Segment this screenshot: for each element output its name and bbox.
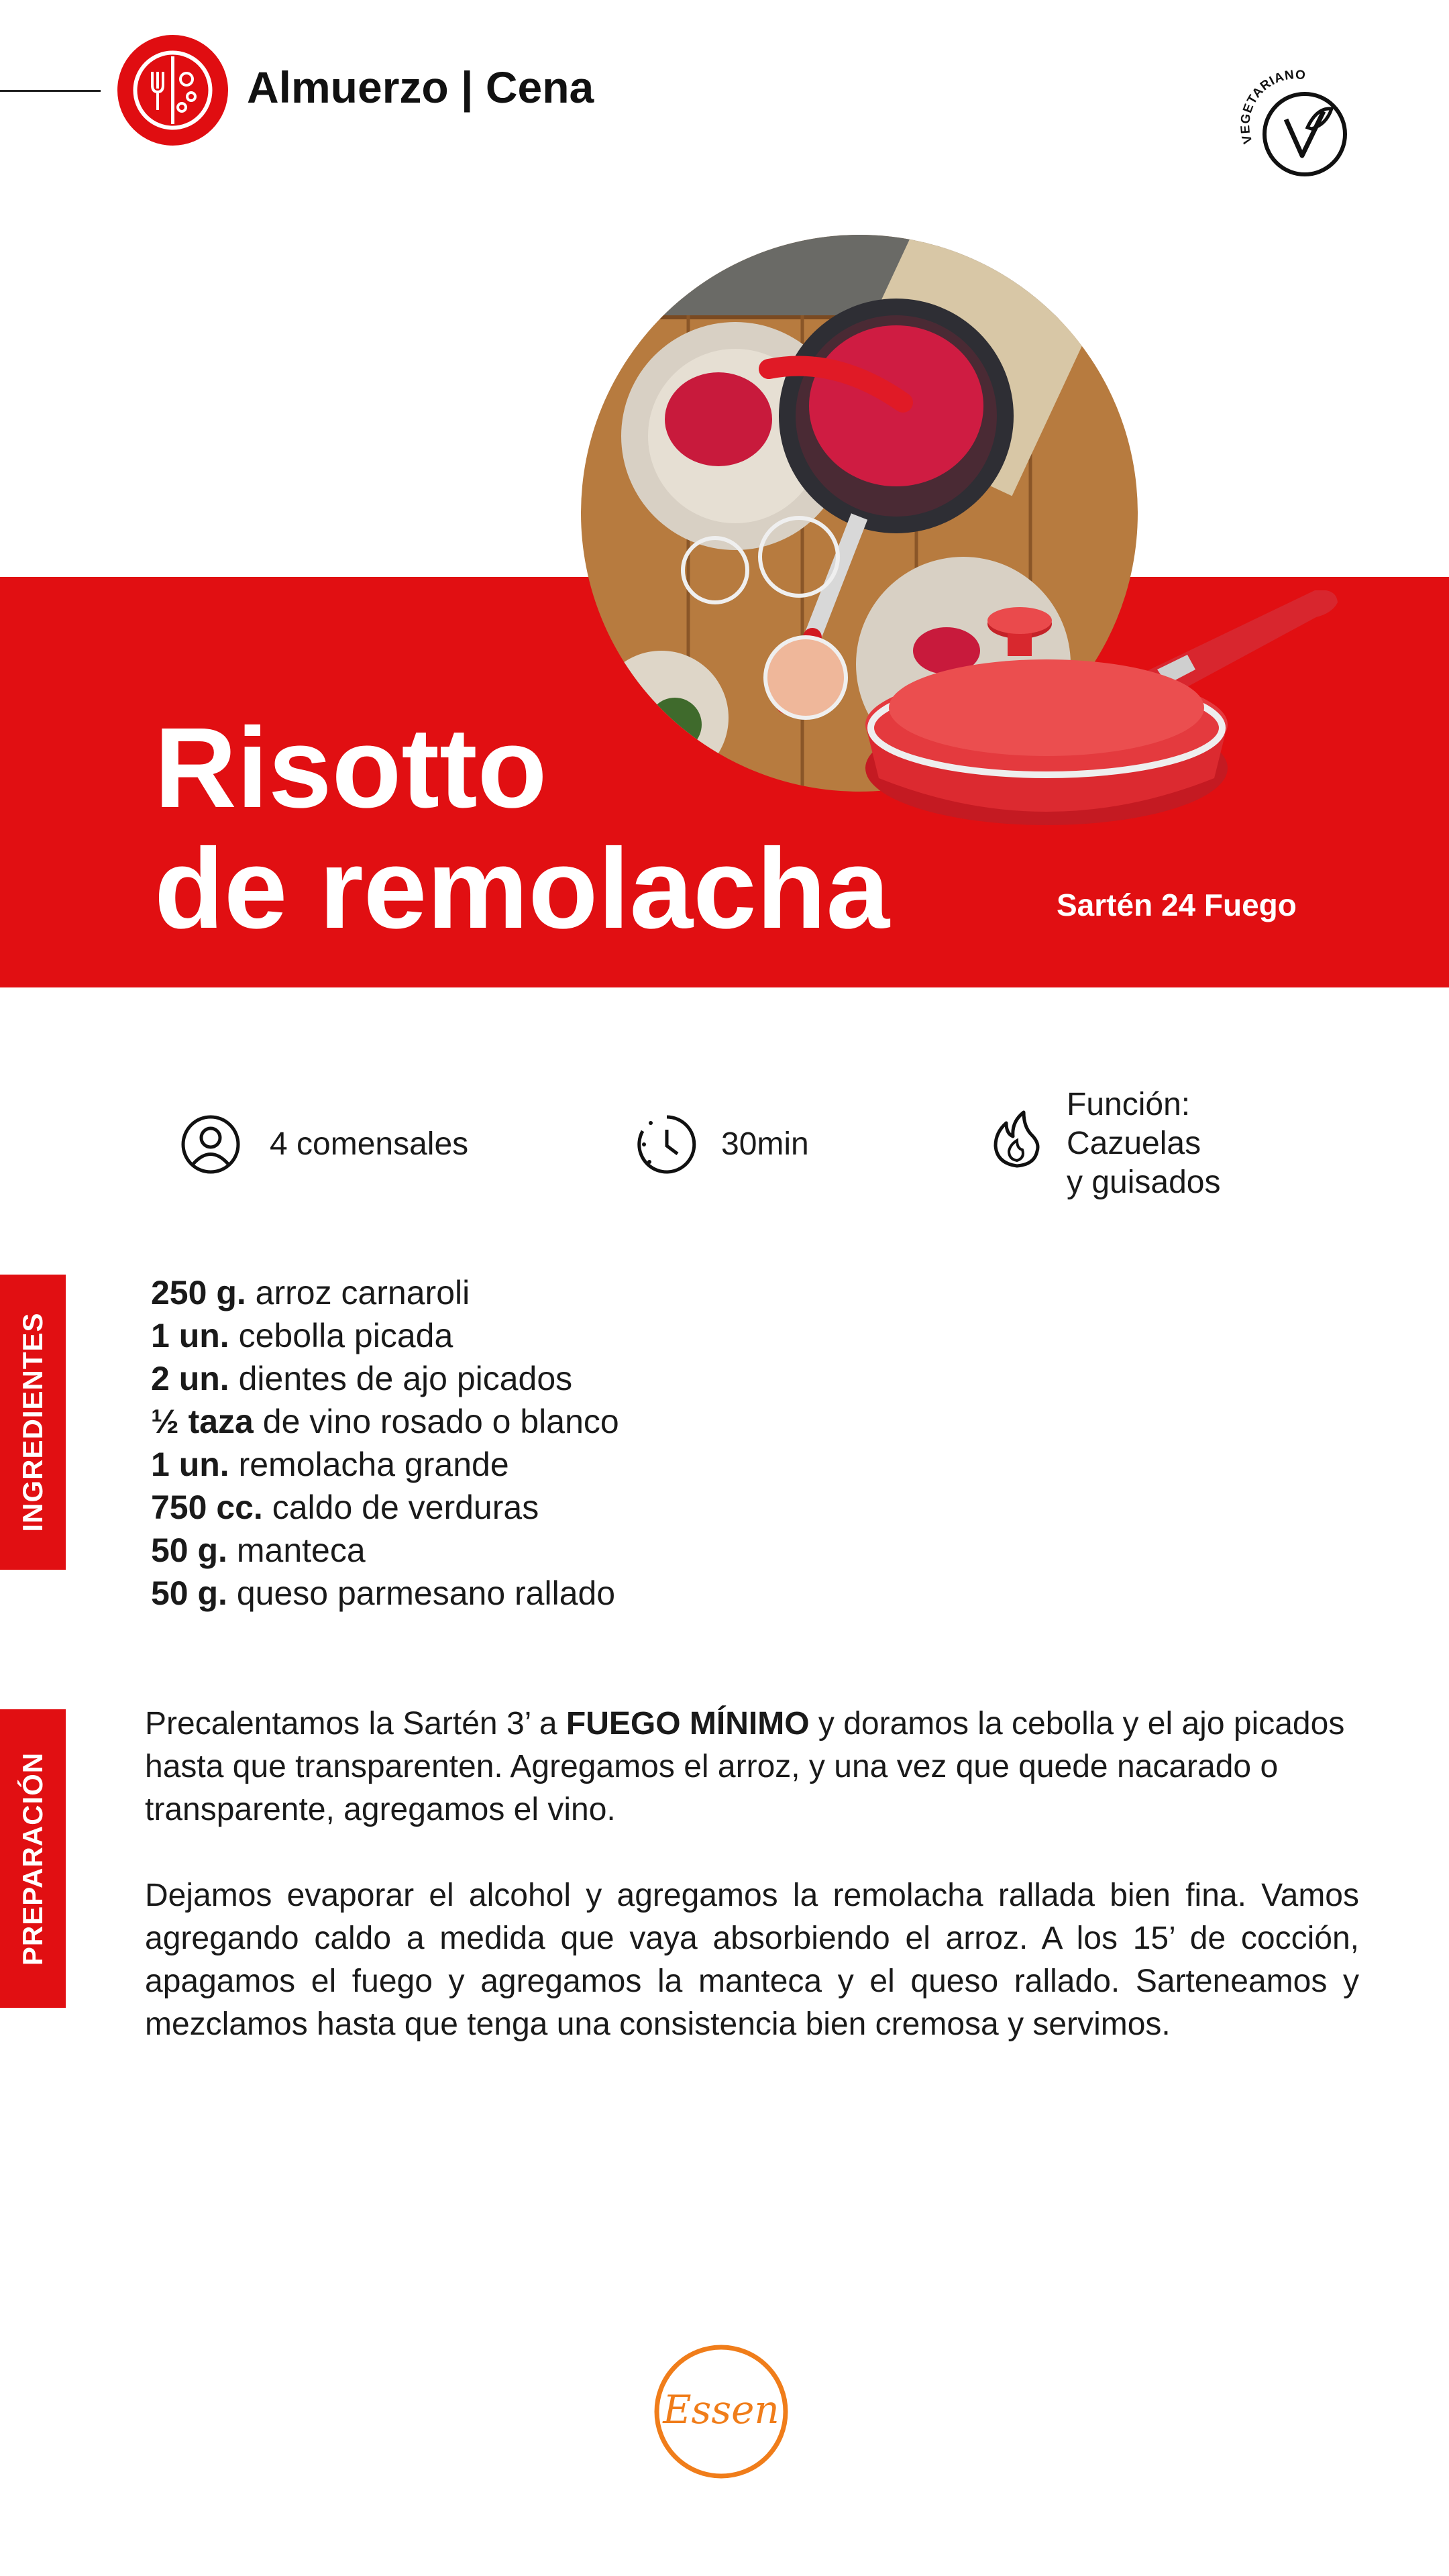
ingredients-tab-label: INGREDIENTES	[17, 1312, 48, 1532]
svg-text:VEGETARIANO	[1238, 68, 1307, 145]
flame-icon	[986, 1107, 1048, 1169]
ingredients-tab	[0, 1275, 66, 1570]
ingredient-row: 50 g. manteca	[151, 1532, 366, 1569]
recipe-title-line2: de remolacha	[154, 825, 890, 953]
function-label: Función:	[1067, 1087, 1191, 1122]
essen-logo	[651, 2341, 792, 2482]
ingredient-row: 750 cc. caldo de verduras	[151, 1489, 539, 1526]
recipe-title-line1: Risotto	[154, 704, 547, 832]
preparation-paragraph-1: Precalentamos la Sartén 3’ a FUEGO MÍNIMO y doramos la cebolla y el ajo picados hasta que transparenten. Agregamos el arroz, y una vez que quede nacarado o transparente, agregamos el vino.	[145, 1706, 1345, 1827]
pan-illustration	[852, 590, 1342, 832]
essen-logo-text: Essen	[663, 2387, 780, 2432]
person-icon	[180, 1114, 241, 1175]
preparation-text	[145, 1703, 1359, 2046]
product-name: Sartén 24 Fuego	[1057, 888, 1297, 922]
preparation-tab-label: PREPARACIÓN	[17, 1752, 48, 1966]
ingredient-row: 1 un. cebolla picada	[151, 1317, 453, 1354]
ingredient-row: 50 g. queso parmesano rallado	[151, 1574, 616, 1612]
ingredients-list	[151, 1271, 619, 1615]
header-divider-line	[0, 90, 101, 92]
function-value-line2: y guisados	[1067, 1165, 1221, 1200]
preparation-tab	[0, 1709, 66, 2008]
vegetarian-badge-label: VEGETARIANO	[1238, 68, 1307, 146]
function-text	[1067, 1085, 1220, 1202]
meal-plate-icon	[117, 35, 228, 146]
ingredient-row: 1 un. remolacha grande	[151, 1446, 509, 1483]
vegetarian-v-icon	[1238, 67, 1355, 184]
clock-icon	[636, 1114, 698, 1175]
ingredient-row: 250 g. arroz carnaroli	[151, 1274, 470, 1311]
time-text: 30min	[721, 1126, 809, 1162]
ingredient-row: ½ taza de vino rosado o blanco	[151, 1403, 619, 1440]
vegetarian-badge	[1238, 67, 1355, 184]
ingredient-row: 2 un. dientes de ajo picados	[151, 1360, 573, 1397]
product-pan-image	[852, 590, 1342, 832]
category-logo	[117, 35, 228, 146]
function-value-line1: Cazuelas	[1067, 1126, 1201, 1161]
preparation-paragraph-2: Dejamos evaporar el alcohol y agregamos la remolacha rallada bien fina. Vamos agregando caldo a medida que vaya absorbiendo el arroz. A los 15’ de cocción, apagamos el fuego y agregamos la manteca y el queso rallado. Sarteneamos y mezclamos hasta que tenga una consistencia bien cremosa y servimos.	[145, 1878, 1359, 2042]
servings-text: 4 comensales	[270, 1126, 469, 1162]
category-title: Almuerzo | Cena	[247, 62, 594, 112]
